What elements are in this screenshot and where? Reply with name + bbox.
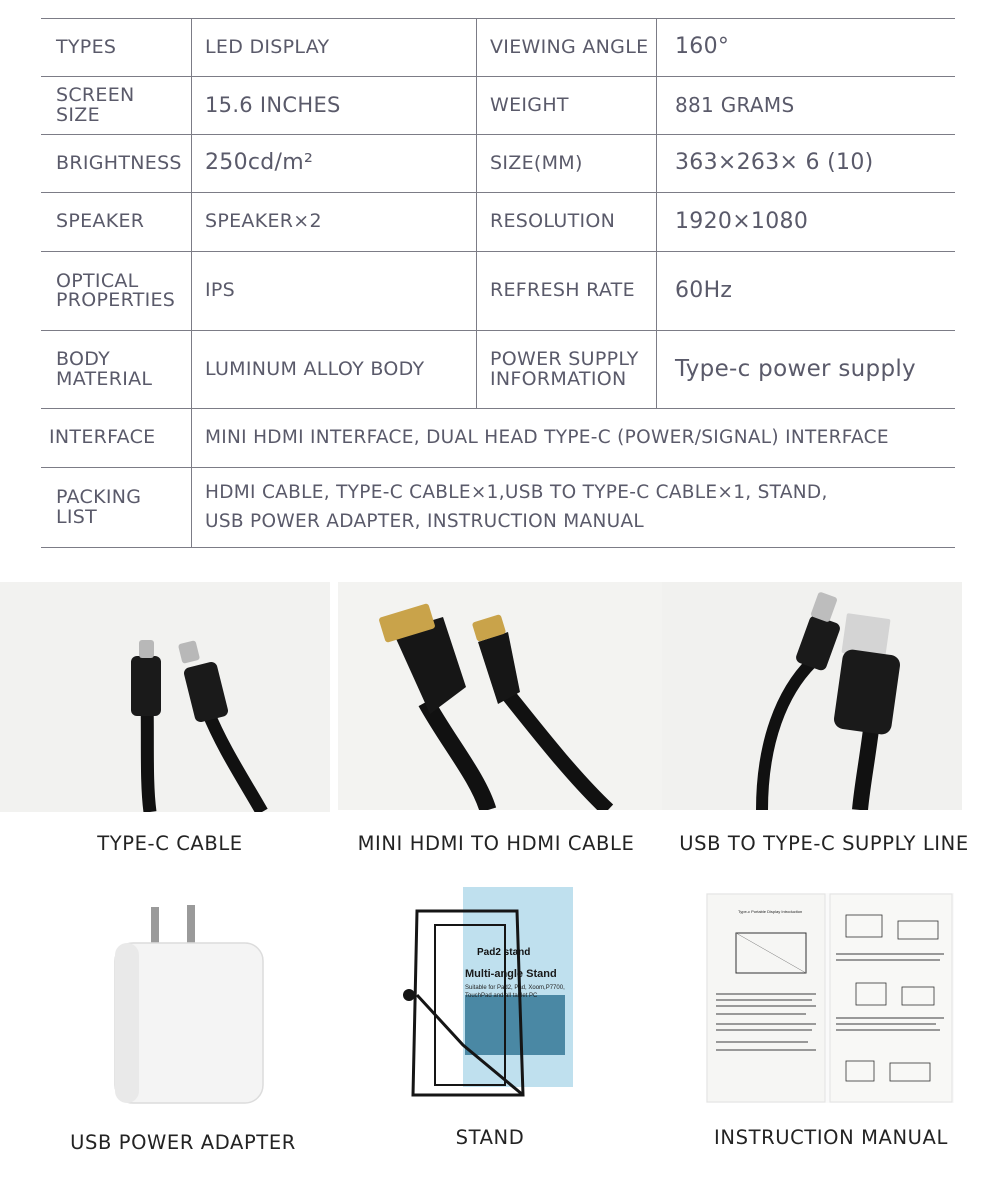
spec-label: SCREEN SIZE xyxy=(41,77,192,134)
spec-row-optical xyxy=(41,251,955,330)
manual-caption: INSTRUCTION MANUAL xyxy=(714,1126,948,1149)
hdmi-cable-caption: MINI HDMI TO HDMI CABLE xyxy=(357,832,635,855)
manual-heading: Type-c Portable Display Introduction xyxy=(738,909,803,914)
spec-row-interface xyxy=(41,408,955,467)
power-adapter-photo xyxy=(85,895,295,1120)
spec-label: RESOLUTION xyxy=(477,193,657,251)
type-c-cable-caption: TYPE-C CABLE xyxy=(97,832,243,855)
spec-row-brightness xyxy=(41,134,955,192)
power-adapter-caption: USB POWER ADAPTER xyxy=(70,1131,296,1154)
spec-value: 15.6 INCHES xyxy=(192,77,477,134)
spec-label: REFRESH RATE xyxy=(477,252,657,330)
spec-label: WEIGHT xyxy=(477,77,657,134)
spec-value: 881 GRAMS xyxy=(675,93,795,118)
spec-label: VIEWING ANGLE xyxy=(477,19,657,76)
spec-row-body xyxy=(41,330,955,408)
spec-value: SPEAKER×2 xyxy=(192,193,477,251)
spec-value: 1920×1080 xyxy=(675,208,809,234)
spec-value: LED DISPLAY xyxy=(192,19,477,76)
spec-table xyxy=(41,18,955,548)
spec-label: POWER SUPPLY INFORMATION xyxy=(477,331,657,408)
spec-row-speaker xyxy=(41,192,955,251)
spec-label: BRIGHTNESS xyxy=(41,135,192,192)
type-c-cable-photo xyxy=(0,582,330,812)
hdmi-cable-photo xyxy=(338,582,664,810)
usb-supply-line-caption: USB TO TYPE-C SUPPLY LINE xyxy=(679,832,969,855)
spec-value: 160° xyxy=(675,34,730,60)
stand-caption: STAND xyxy=(455,1126,525,1149)
spec-value xyxy=(192,468,955,547)
spec-row-types xyxy=(41,18,955,76)
usb-supply-line-photo xyxy=(662,582,962,810)
spec-row-screen-size xyxy=(41,76,955,134)
stand-box-line1: Suitable for Pad2, Pad, Xoom,P7700, xyxy=(465,985,565,991)
stand-box-title: Pad2 stand xyxy=(477,947,531,958)
spec-label: TYPES xyxy=(41,19,192,76)
spec-label: BODY MATERIAL xyxy=(41,331,192,408)
spec-value: Type-c power supply xyxy=(675,355,916,382)
manual-photo xyxy=(706,893,954,1103)
spec-value: 250cd/m² xyxy=(192,135,477,192)
stand-box-subtitle: Multi-angle Stand xyxy=(465,968,557,980)
spec-label: OPTICAL PROPERTIES xyxy=(41,252,192,330)
spec-label: SIZE(MM) xyxy=(477,135,657,192)
packing-line-1: HDMI CABLE, TYPE-C CABLE×1,USB TO TYPE-C CABLE×1, STAND, xyxy=(205,481,828,503)
packing-line-2: USB POWER ADAPTER, INSTRUCTION MANUAL xyxy=(205,510,645,532)
stand-photo xyxy=(395,885,590,1105)
spec-value: MINI HDMI INTERFACE, DUAL HEAD TYPE-C (POWER/SIGNAL) INTERFACE xyxy=(205,426,889,448)
spec-value: IPS xyxy=(192,252,477,330)
spec-value: LUMINUM ALLOY BODY xyxy=(192,331,477,408)
spec-label: INTERFACE xyxy=(41,409,192,467)
stand-box-line2: TouchPad and all tablet PC xyxy=(465,993,538,999)
spec-row-packing xyxy=(41,467,955,548)
spec-value: 60Hz xyxy=(675,277,733,303)
spec-value: 363×263× 6 (10) xyxy=(675,150,874,176)
spec-label: PACKING LIST xyxy=(41,468,192,547)
spec-label: SPEAKER xyxy=(41,193,192,251)
